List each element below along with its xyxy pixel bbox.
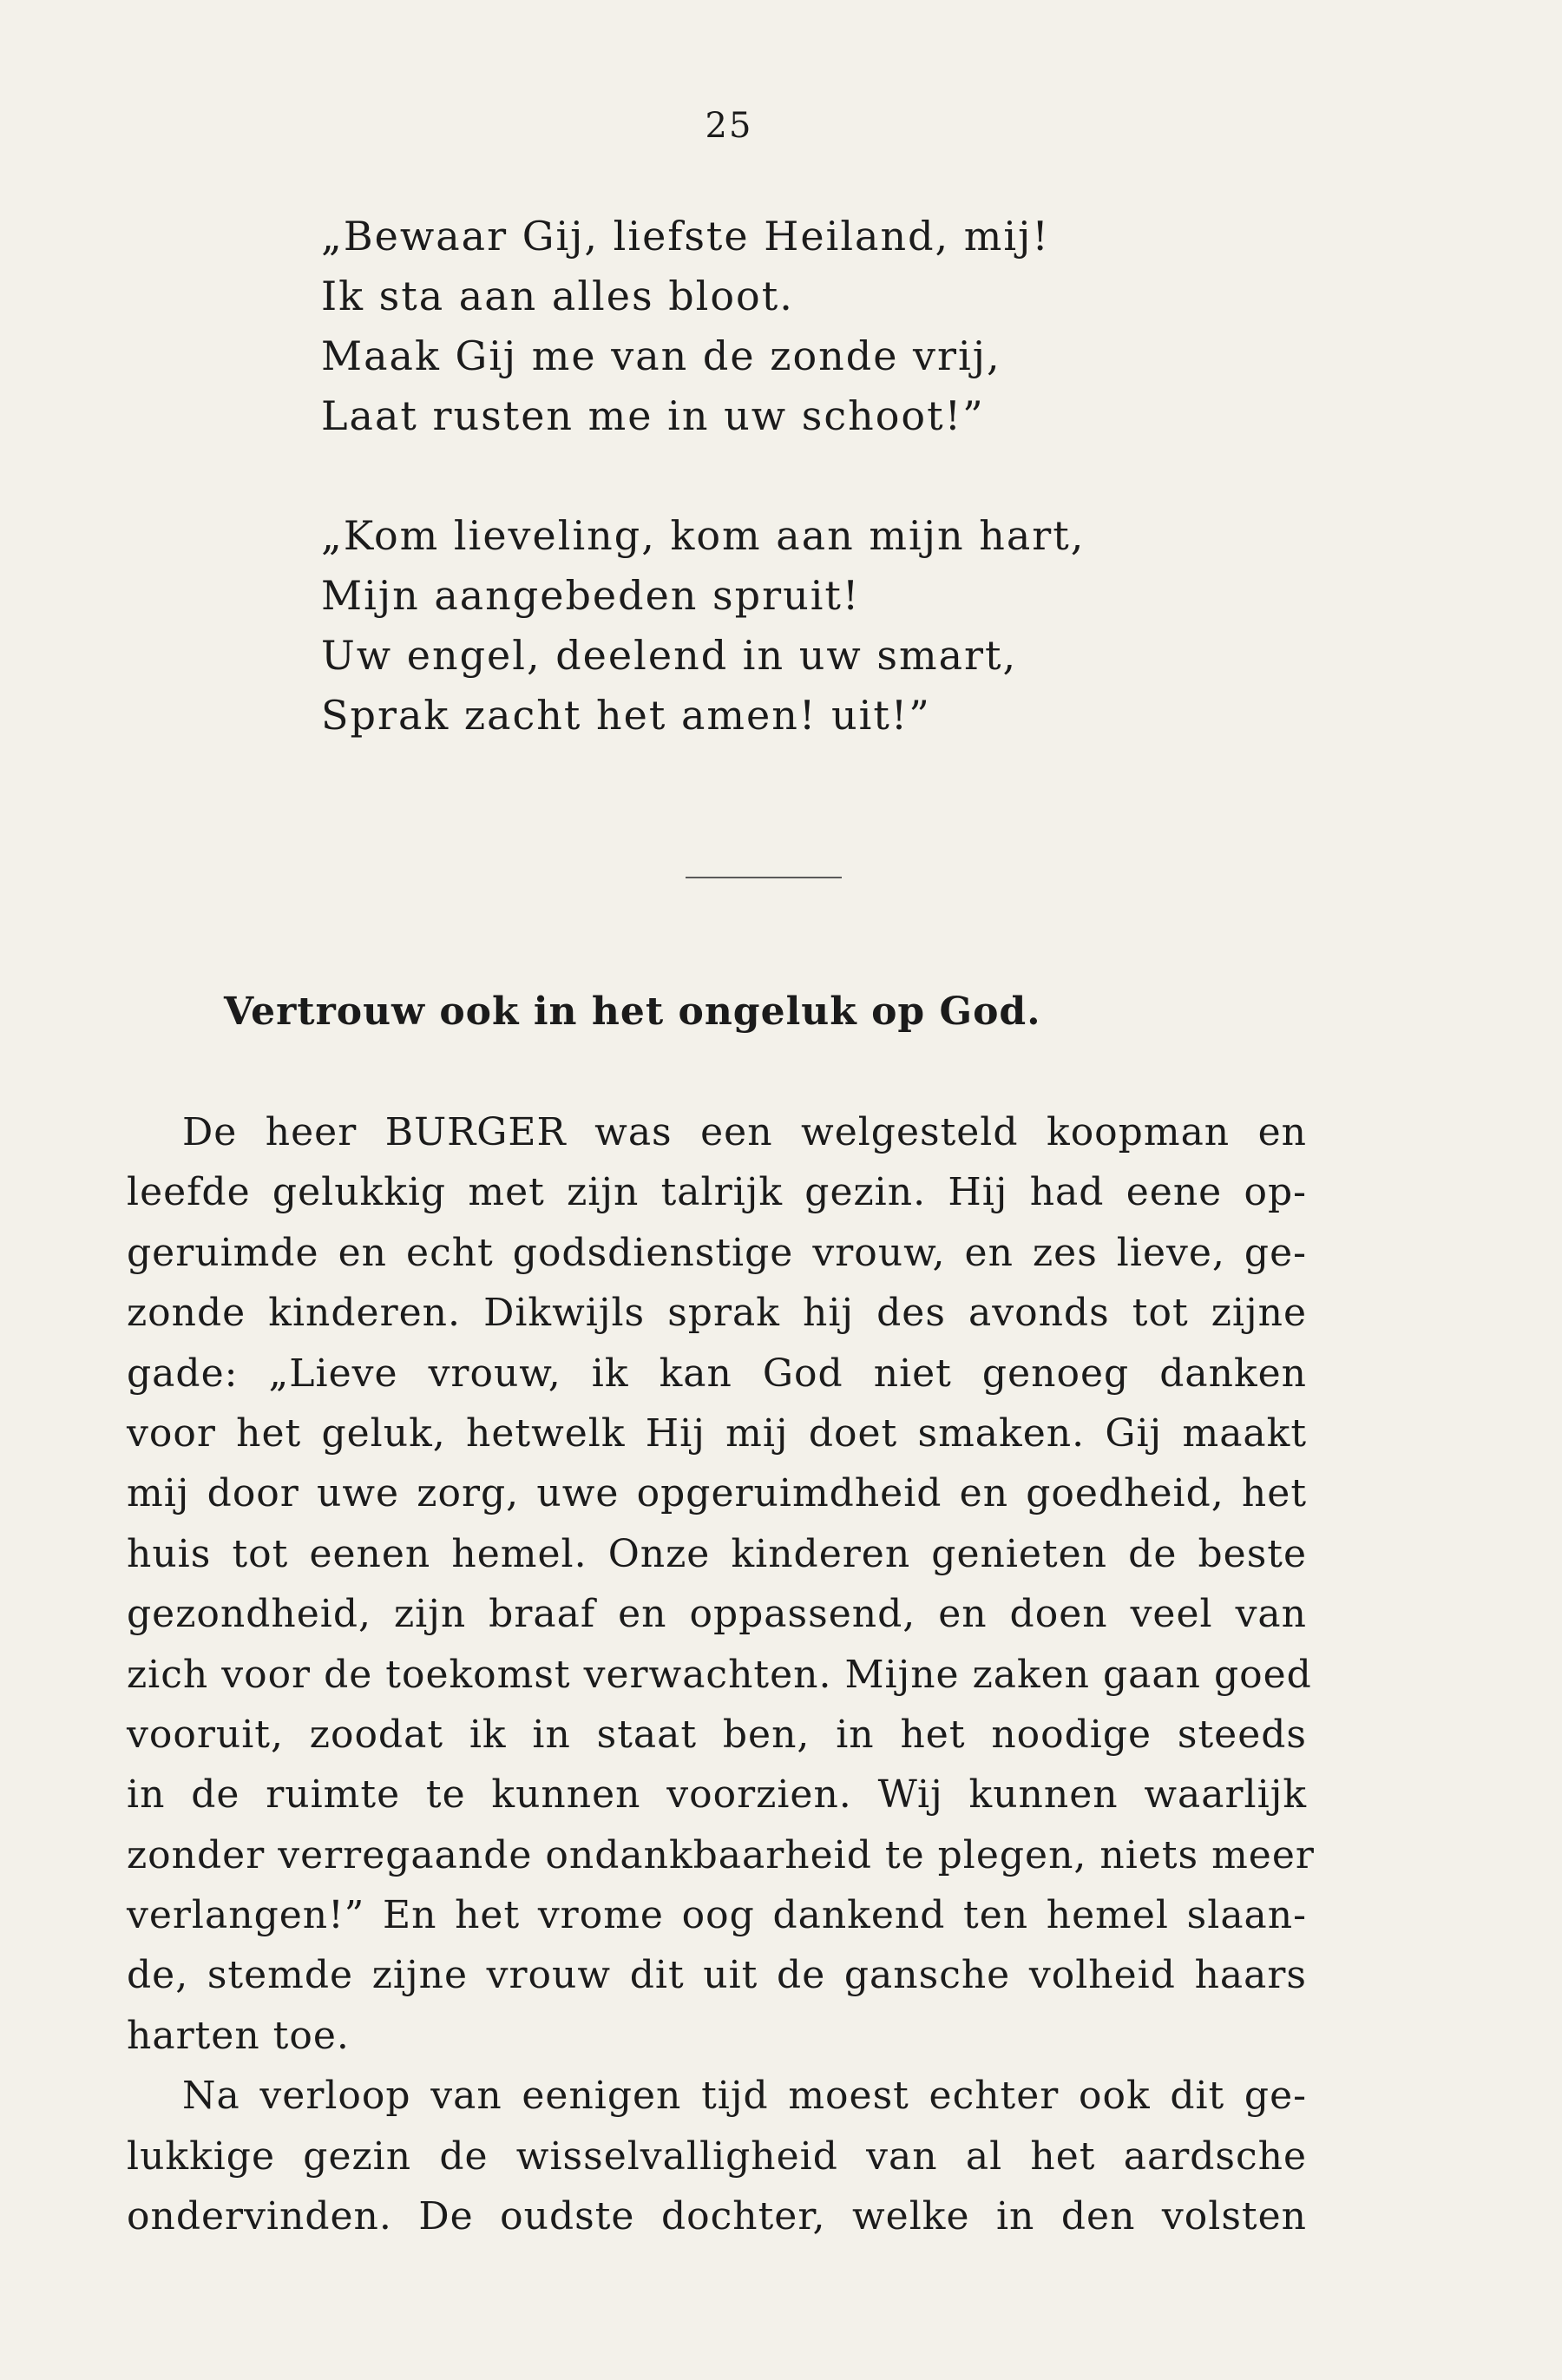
text-line: zonde kinderen. Dikwijls sprak hij des avonds tot zijne (127, 1291, 1307, 1336)
poem (321, 207, 1086, 739)
text-line: zich voor de toekomst verwachten. Mijne zaken gaan goed (127, 1652, 1312, 1697)
paragraph (127, 2066, 1307, 2246)
poem-line: Sprak zacht het amen! uit!” (321, 692, 931, 739)
body-text (127, 1102, 1315, 2246)
text-line: mij door uwe zorg, uwe opgeruimdheid en goedheid, het (127, 1471, 1307, 1516)
text-line: leefde gelukkig met zijn talrijk gezin. Hij had eene op- (127, 1170, 1307, 1215)
text-line: Na verloop van eenigen tijd moest echter ook dit ge- (182, 2074, 1307, 2119)
text-line: verlangen!” En het vrome oog dankend ten hemel slaan- (127, 1893, 1307, 1938)
text-line: de, stemde zijne vrouw dit uit de gansche volheid haars (127, 1953, 1307, 1998)
section-heading: Vertrouw ook in het ongeluk op God. (224, 989, 1041, 1034)
poem-stanza (321, 506, 1085, 746)
poem-line: Laat rusten me in uw schoot!” (321, 392, 985, 439)
text-line: De heer BURGER was een welgesteld koopman en (182, 1110, 1307, 1154)
poem-line: Uw engel, deelend in uw smart, (321, 632, 1018, 679)
paragraph (127, 1102, 1315, 2066)
poem-stanza (321, 207, 1050, 446)
poem-line: Ik sta aan alles bloot. (321, 273, 794, 319)
text-line: zonder verregaande ondankbaarheid te plegen, niets meer (127, 1832, 1315, 1877)
section-divider (686, 877, 842, 878)
text-line: vooruit, zoodat ik in staat ben, in het noodige steeds (127, 1712, 1307, 1757)
poem-line: Maak Gij me van de zonde vrij, (321, 332, 1001, 379)
poem-line: „Bewaar Gij, liefste Heiland, mij! (321, 213, 1050, 260)
text-line: huis tot eenen hemel. Onze kinderen genieten de beste (127, 1531, 1307, 1576)
text-line: geruimde en echt godsdienstige vrouw, en zes lieve, ge- (127, 1230, 1307, 1275)
text-line: gade: „Lieve vrouw, ik kan God niet genoeg danken (127, 1351, 1307, 1396)
text-line: in de ruimte te kunnen voorzien. Wij kunnen waarlijk (127, 1772, 1307, 1818)
page-number: 25 (705, 106, 753, 146)
text-line: harten toe. (127, 2013, 350, 2058)
poem-line: „Kom lieveling, kom aan mijn hart, (321, 512, 1086, 559)
text-line: voor het geluk, hetwelk Hij mij doet smaken. Gij maakt (127, 1410, 1307, 1456)
poem-line: Mijn aangebeden spruit! (321, 572, 861, 619)
text-line: ondervinden. De oudste dochter, welke in den volsten (127, 2194, 1307, 2239)
text-line: lukkige gezin de wisselvalligheid van al het aardsche (127, 2133, 1307, 2179)
text-line: gezondheid, zijn braaf en oppassend, en doen veel van (127, 1592, 1307, 1637)
